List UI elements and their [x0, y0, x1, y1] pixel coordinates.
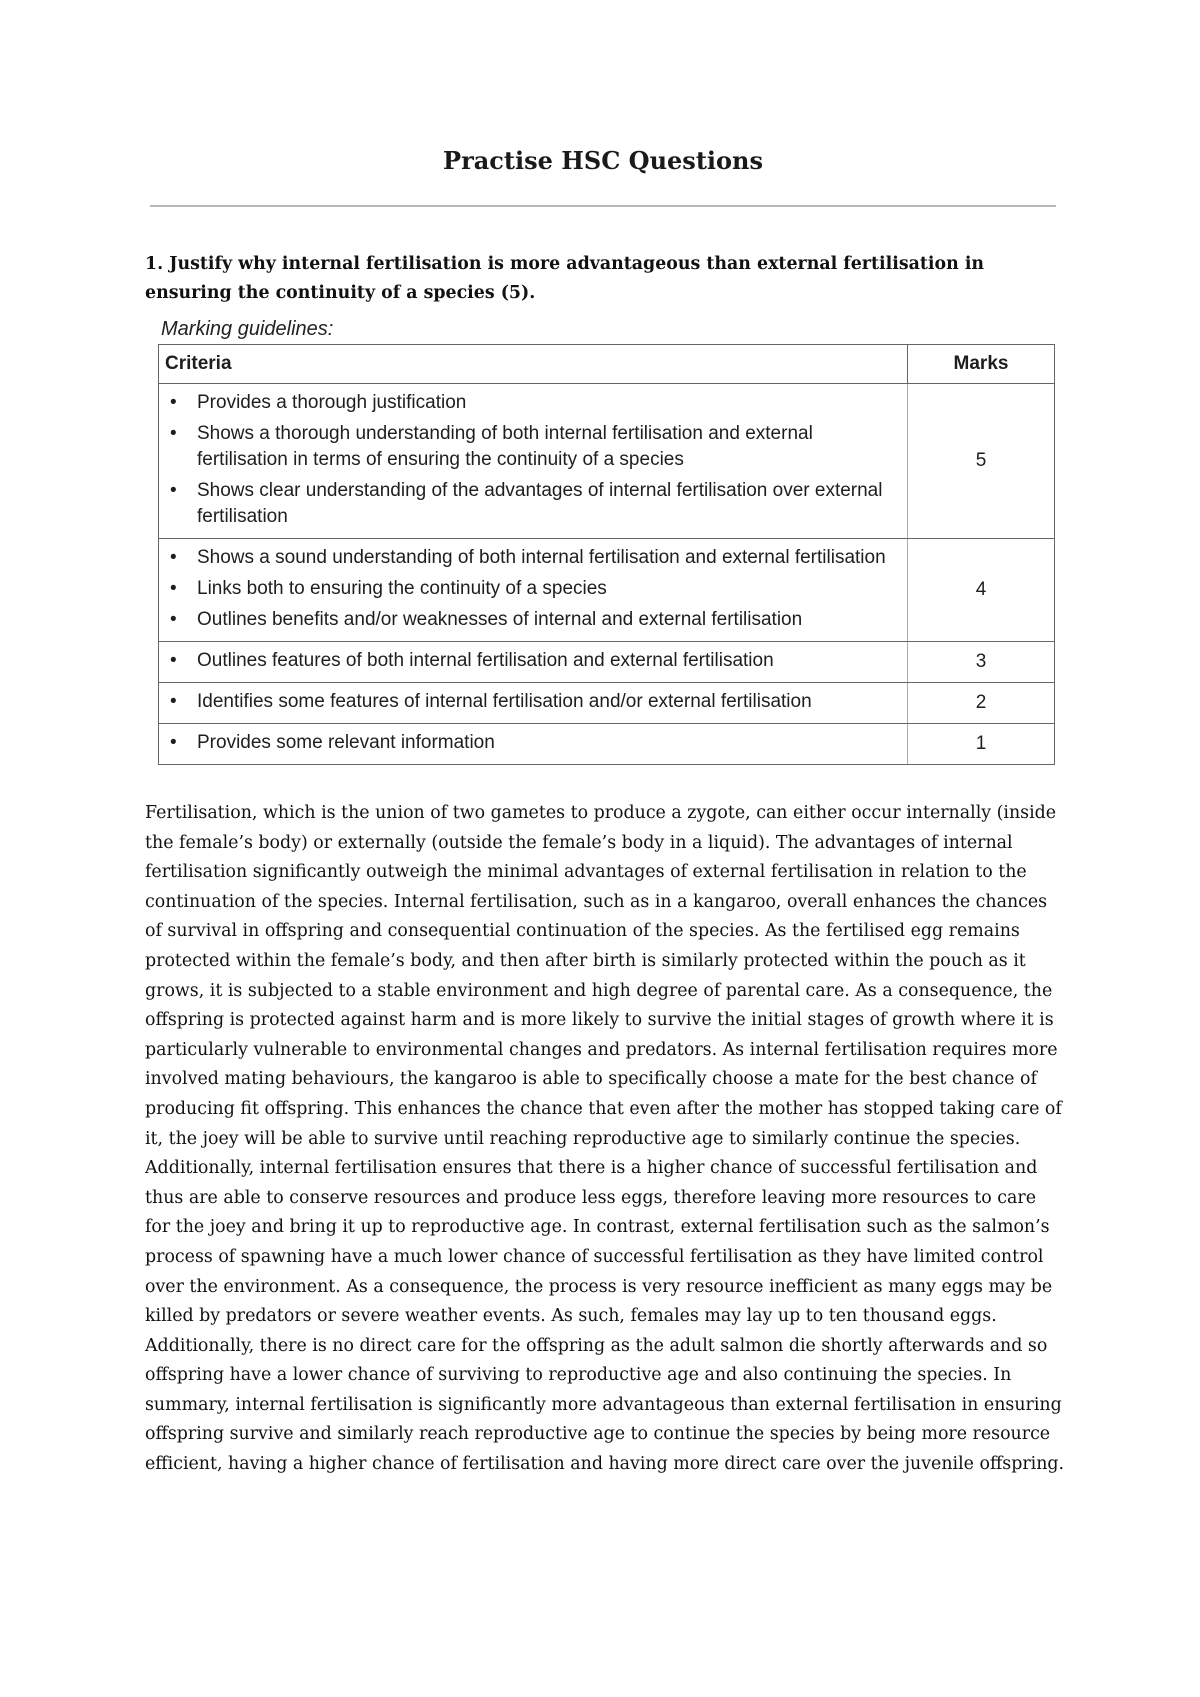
page-title: Practise HSC Questions: [443, 146, 763, 175]
criteria-cell: [159, 642, 908, 683]
marking-guidelines-table: [158, 344, 1055, 765]
table-row: [159, 539, 1055, 642]
marks-cell: 4: [908, 539, 1055, 642]
criteria-list: [159, 545, 907, 633]
criteria-cell: [159, 384, 908, 539]
criteria-item: • Identifies some features of internal fertilisation and/or external fertilisation: [159, 689, 907, 715]
marks-cell: 1: [908, 724, 1055, 765]
criteria-list: [159, 730, 907, 756]
marks-cell: 3: [908, 642, 1055, 683]
criteria-cell: [159, 539, 908, 642]
answer-paragraph: Fertilisation, which is the union of two gametes to produce a zygote, can either occur internally (inside the female’s body) or externally (outside the female’s body in a liquid). The advantages of internal fertilisation significantly outweigh the minimal advantages of external fertilisation in relation to the continuation of the species. Internal fertilisation, such as in a kangaroo, overall enhances the chances of survival in offspring and consequential continuation of the species. As the fertilised egg remains protected within the female’s body, and then after birth is similarly protected within the pouch as it grows, it is subjected to a stable environment and high degree of parental care. As a consequence, the offspring is protected against harm and is more likely to survive the initial stages of growth where it is particularly vulnerable to environmental changes and predators. As internal fertilisation requires more involved mating behaviours, the kangaroo is able to specifically choose a mate for the best chance of producing fit offspring. This enhances the chance that even after the mother has stopped taking care of it, the joey will be able to survive until reaching reproductive age to similarly continue the species. Additionally, internal fertilisation ensures that there is a higher chance of successful fertilisation and thus are able to conserve resources and produce less eggs, therefore leaving more resources to care for the joey and bring it up to reproductive age. In contrast, external fertilisation such as the salmon’s process of spawning have a much lower chance of successful fertilisation as they have limited control over the environment. As a consequence, the process is very resource inefficient as many eggs may be killed by predators or severe weather events. As such, females may lay up to ten thousand eggs. Additionally, there is no direct care for the offspring as the adult salmon die shortly afterwards and so offspring have a lower chance of surviving to reproductive age and also continuing the species. In summary, internal fertilisation is significantly more advantageous than external fertilisation in ensuring offspring survive and similarly reach reproductive age to continue the species by being more resource efficient, having a higher chance of fertilisation and having more direct care over the juvenile offspring.: [145, 803, 1065, 1475]
criteria-item: • Shows a sound understanding of both internal fertilisation and external fertilisation: [159, 545, 907, 571]
criteria-list: [159, 689, 907, 715]
criteria-list: [159, 648, 907, 674]
marking-guidelines-heading: Marking guidelines:: [161, 318, 334, 340]
marks-cell: 2: [908, 683, 1055, 724]
criteria-item: • Shows clear understanding of the advantages of internal fertilisation over external fertilisation: [159, 478, 907, 530]
table-row: [159, 724, 1055, 765]
table-row: [159, 384, 1055, 539]
criteria-item: • Provides some relevant information: [159, 730, 907, 756]
title-divider: [150, 205, 1056, 207]
table-header-row: [159, 345, 1055, 384]
table-row: [159, 683, 1055, 724]
criteria-item: • Shows a thorough understanding of both internal fertilisation and external fertilisation in terms of ensuring the continuity of a species: [159, 421, 907, 473]
criteria-item: • Outlines benefits and/or weaknesses of internal and external fertilisation: [159, 607, 907, 633]
table-row: [159, 642, 1055, 683]
criteria-cell: [159, 683, 908, 724]
criteria-item: • Outlines features of both internal fertilisation and external fertilisation: [159, 648, 907, 674]
criteria-item: • Links both to ensuring the continuity of a species: [159, 576, 907, 602]
marks-column-header: Marks: [908, 345, 1055, 384]
criteria-cell: [159, 724, 908, 765]
question-text: 1. Justify why internal fertilisation is more advantageous than external fertilisation in ensuring the continuity of a species (5).: [145, 254, 985, 303]
criteria-column-header: Criteria: [159, 345, 908, 384]
criteria-list: [159, 390, 907, 530]
criteria-item: • Provides a thorough justification: [159, 390, 907, 416]
marks-cell: 5: [908, 384, 1055, 539]
